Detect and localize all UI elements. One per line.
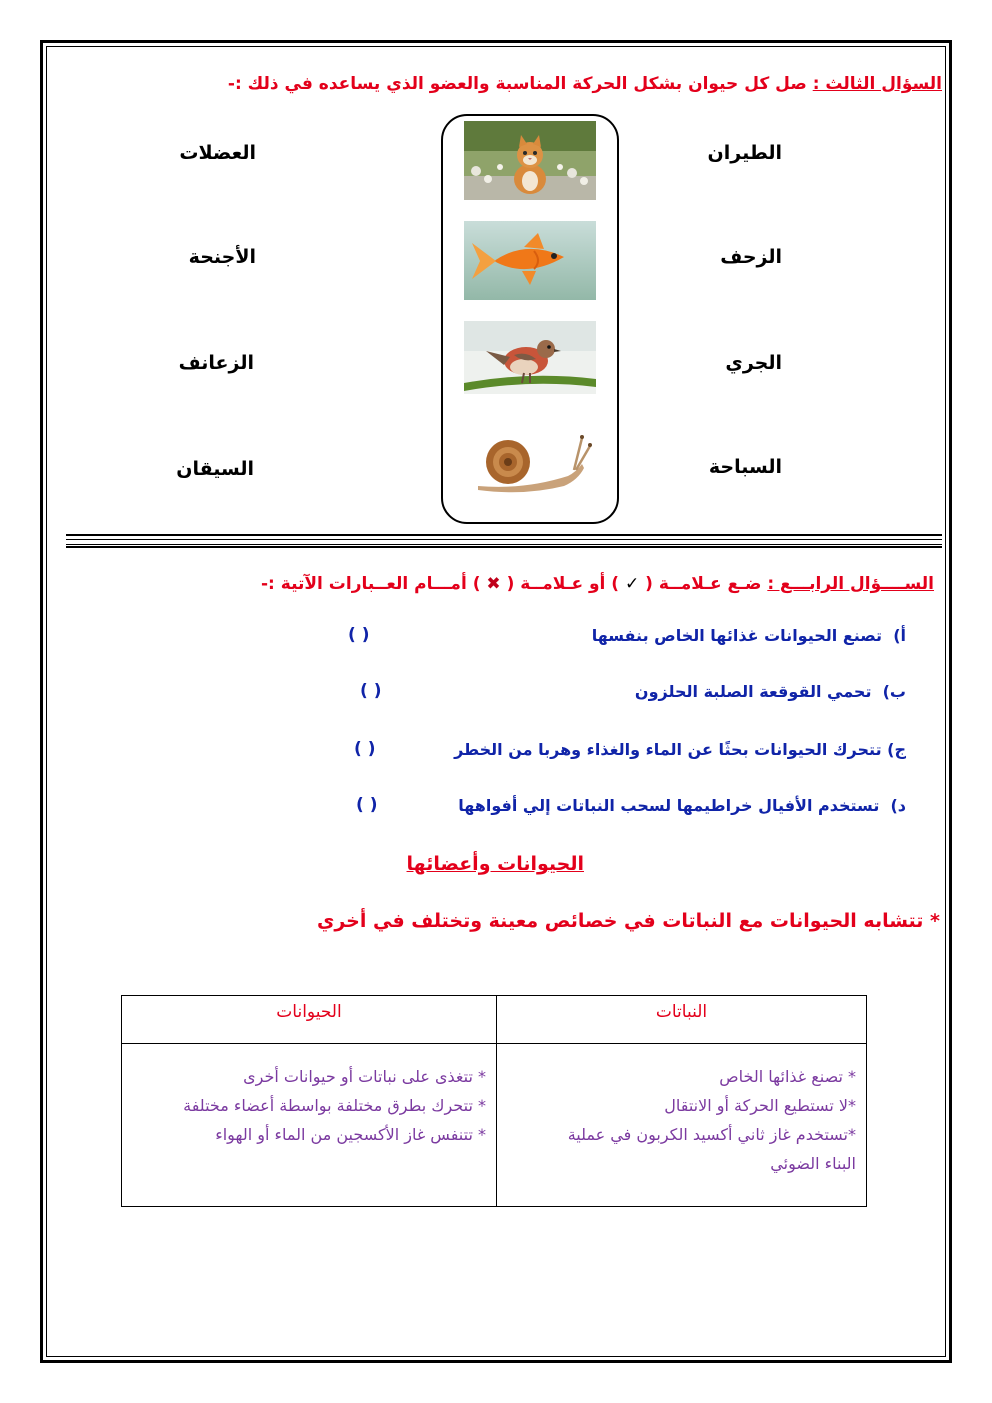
check-mark-icon: ✓ xyxy=(624,574,640,594)
q4-item-text: تتحرك الحيوانات بحثًا عن الماء والغذاء وهربا من الخطر xyxy=(454,740,882,759)
list-item: * تتغذى على نباتات أو حيوانات أخرى xyxy=(243,1067,486,1086)
movement-flying: الطيران xyxy=(707,142,782,164)
q4-item-letter: د) xyxy=(890,796,906,815)
q4-item-text: تصنع الحيوانات غذائها الخاص بنفسها xyxy=(591,626,883,645)
q4-text-1: ضـع عـلامــة ( xyxy=(645,574,768,594)
animals-cell xyxy=(122,1044,497,1207)
q4-item-a xyxy=(592,626,906,645)
organ-muscles: العضلات xyxy=(179,142,256,164)
q4-label: الســــؤال الرابـــع : xyxy=(767,574,934,594)
header-plants: النباتات xyxy=(497,996,867,1044)
q4-item-letter: أ) xyxy=(893,626,906,645)
cat-picture xyxy=(464,121,596,200)
section-title: الحيوانات وأعضائها xyxy=(406,853,584,875)
list-item: *لا تستطيع الحركة أو الانتقال xyxy=(664,1096,856,1115)
movement-crawling: الزحف xyxy=(720,246,782,268)
movement-running: الجري xyxy=(725,352,782,374)
q4-item-d xyxy=(458,796,906,815)
list-item: البناء الضوئي xyxy=(770,1154,856,1173)
q4-text-2: ) أو عـلامــة ( xyxy=(506,574,620,594)
table-row xyxy=(122,1044,867,1207)
cross-mark-icon: ✖ xyxy=(486,574,501,594)
section-separator xyxy=(66,534,942,548)
goldfish-picture xyxy=(464,221,596,300)
q3-title xyxy=(228,74,942,94)
comparison-table xyxy=(121,995,867,1207)
header-animals: الحيوانات xyxy=(122,996,497,1044)
list-item: *تستخدم غاز ثاني أكسيد الكربون في عملية xyxy=(567,1125,856,1144)
list-item: * تصنع غذائها الخاص xyxy=(719,1067,856,1086)
q4-title xyxy=(261,574,934,594)
q4-answer-box-b[interactable]: ( ) xyxy=(360,681,382,701)
organ-legs: السيقان xyxy=(176,458,254,480)
q4-item-text: تستخدم الأفيال خراطيمها لسحب النباتات إلي أفواهها xyxy=(458,796,880,815)
movement-swimming: السباحة xyxy=(708,456,782,478)
q4-answer-box-a[interactable]: ( ) xyxy=(348,625,370,645)
list-item: * تتنفس غاز الأكسجين من الماء أو الهواء xyxy=(215,1125,486,1144)
q4-answer-box-d[interactable]: ( ) xyxy=(356,795,378,815)
list-item: * تتحرك بطرق مختلفة بواسطة أعضاء مختلفة xyxy=(183,1096,486,1115)
q4-item-letter: ب) xyxy=(882,682,906,701)
q4-answer-box-c[interactable]: ( ) xyxy=(354,739,376,759)
organ-fins: الزعانف xyxy=(178,352,254,374)
bird-picture xyxy=(464,321,596,394)
q4-item-letter: ج) xyxy=(887,740,906,759)
organ-wings: الأجنحة xyxy=(188,246,256,268)
q4-text-3: ) أمـــام العــبارات الآتية :- xyxy=(260,574,481,594)
q4-item-b xyxy=(635,682,906,701)
q3-label: السؤال الثالث : xyxy=(812,74,942,94)
plants-cell xyxy=(497,1044,867,1207)
q4-item-c xyxy=(454,740,906,759)
table-header-row xyxy=(122,996,867,1044)
section-intro: * تتشابه الحيوانات مع النباتات في خصائص معينة وتختلف في أخري xyxy=(316,910,940,932)
q3-text: صل كل حيوان بشكل الحركة المناسبة والعضو الذي يساعده في ذلك :- xyxy=(227,74,813,94)
snail-picture xyxy=(464,424,596,498)
q4-item-text: تحمي القوقعة الصلبة الحلزون xyxy=(634,682,872,701)
